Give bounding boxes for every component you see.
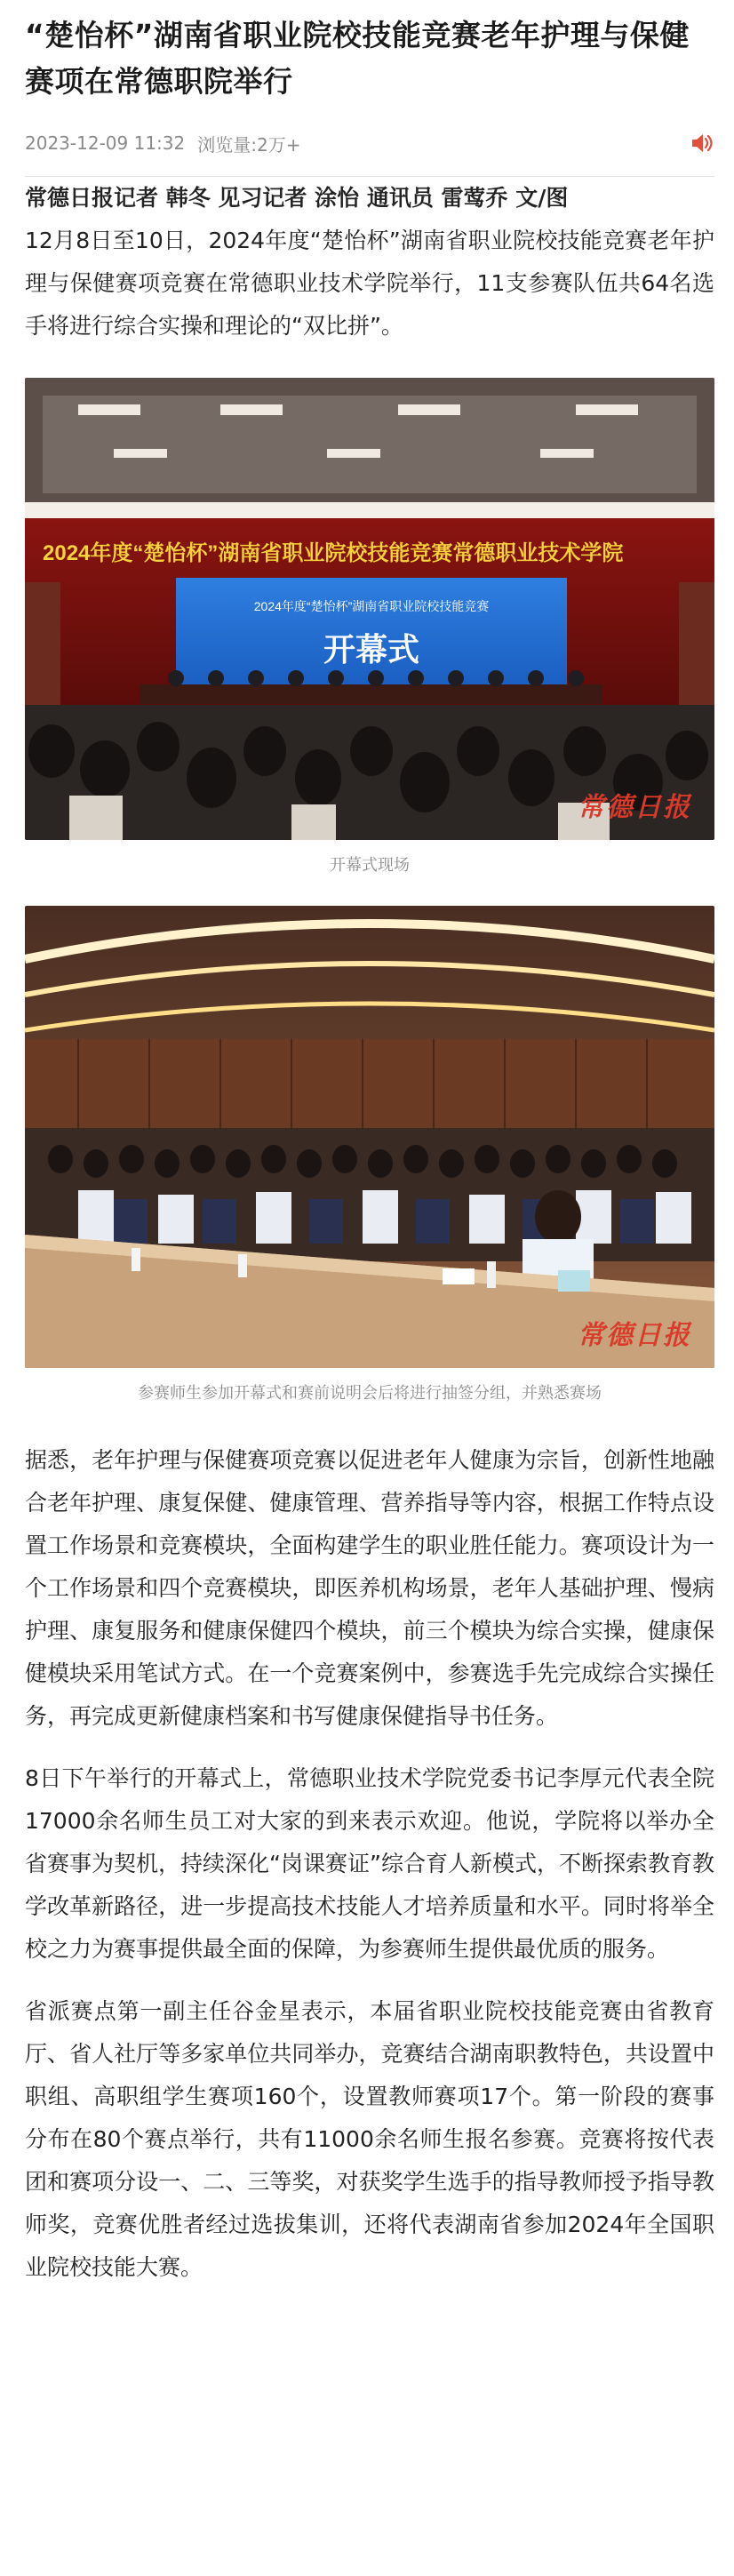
- speaker-icon[interactable]: [688, 130, 714, 156]
- photo2-caption: 参赛师生参加开幕式和赛前说明会后将进行抽签分组，并熟悉赛场: [138, 1384, 602, 1403]
- photo-opening-ceremony[interactable]: [25, 378, 714, 840]
- body-paragraph: 省派赛点第一副主任谷金星表示，本届省职业院校技能竞赛由省教育厅、省人社厅等多家单位共同举办，竞赛结合湖南职教特色，共设置中职组、高职组学生赛项160个，设置教师赛项17个。第一阶段的赛事分布在80个赛点举行，共有11000余名师生报名参赛。竞赛将按代表团和赛项分设一、二、三等奖，对获奖学生选手的指导教师授予指导教师奖，竞赛优胜者经过选拔集训，还将代表湖南省参加2024年全国职业院校技能大赛。: [25, 1998, 715, 2280]
- participants-image: [25, 906, 714, 1368]
- byline: 常德日报记者 韩冬 见习记者 涂怡 通讯员 雷莺乔 文/图: [25, 185, 569, 211]
- publish-date: 2023-12-09 11:32: [25, 132, 186, 154]
- article-body: [25, 177, 714, 2289]
- opening-ceremony-image: [25, 378, 714, 840]
- banner-text: 2024年度“楚怡杯”湖南省职业院校技能竞赛常德职业技术学院: [43, 541, 624, 565]
- photo-participants[interactable]: [25, 906, 714, 1368]
- watermark-logo: 常德日报: [578, 792, 691, 823]
- screen-subtitle: 开幕式: [323, 631, 420, 668]
- lead-paragraph: 12月8日至10日，2024年度“楚怡杯”湖南省职业院校技能竞赛老年护理与保健赛项竞赛在常德职业技术学院举行，11支参赛队伍共64名选手将进行综合实操和理论的“双比拼”。: [25, 228, 714, 339]
- screen-title: 2024年度“楚怡杯”湖南省职业院校技能竞赛: [253, 599, 490, 613]
- article-meta: [25, 130, 714, 156]
- body-paragraph: 8日下午举行的开幕式上，常德职业技术学院党委书记李厚元代表全院17000余名师生员工对大家的到来表示欢迎。他说，学院将以举办全省赛事为契机，持续深化“岗课赛证”综合育人新模式，不断探索教育教学改革新路径，进一步提高技术技能人才培养质量和水平。同时将举全校之力为赛事提供最全面的保障，为参赛师生提供最优质的服务。: [25, 1765, 714, 1962]
- photo1-caption: 开幕式现场: [330, 856, 410, 875]
- article: [25, 0, 714, 2289]
- view-count: 浏览量:2万+: [197, 133, 301, 156]
- article-title: “楚怡杯”湖南省职业院校技能竞赛老年护理与保健赛项在常德职院举行: [25, 18, 690, 99]
- body-paragraph: 据悉，老年护理与保健赛项竞赛以促进老年人健康为宗旨，创新性地融合老年护理、康复保健、健康管理、营养指导等内容，根据工作特点设置工作场景和竞赛模块，全面构建学生的职业胜任能力。赛项设计为一个工作场景和四个竞赛模块，即医养机构场景，老年人基础护理、慢病护理、康复服务和健康保健四个模块，前三个模块为综合实操，健康保健模块采用笔试方式。在一个竞赛案例中，参赛选手先完成综合实操任务，再完成更新健康档案和书写健康保健指导书任务。: [25, 1447, 714, 1729]
- watermark-logo: 常德日报: [578, 1320, 691, 1351]
